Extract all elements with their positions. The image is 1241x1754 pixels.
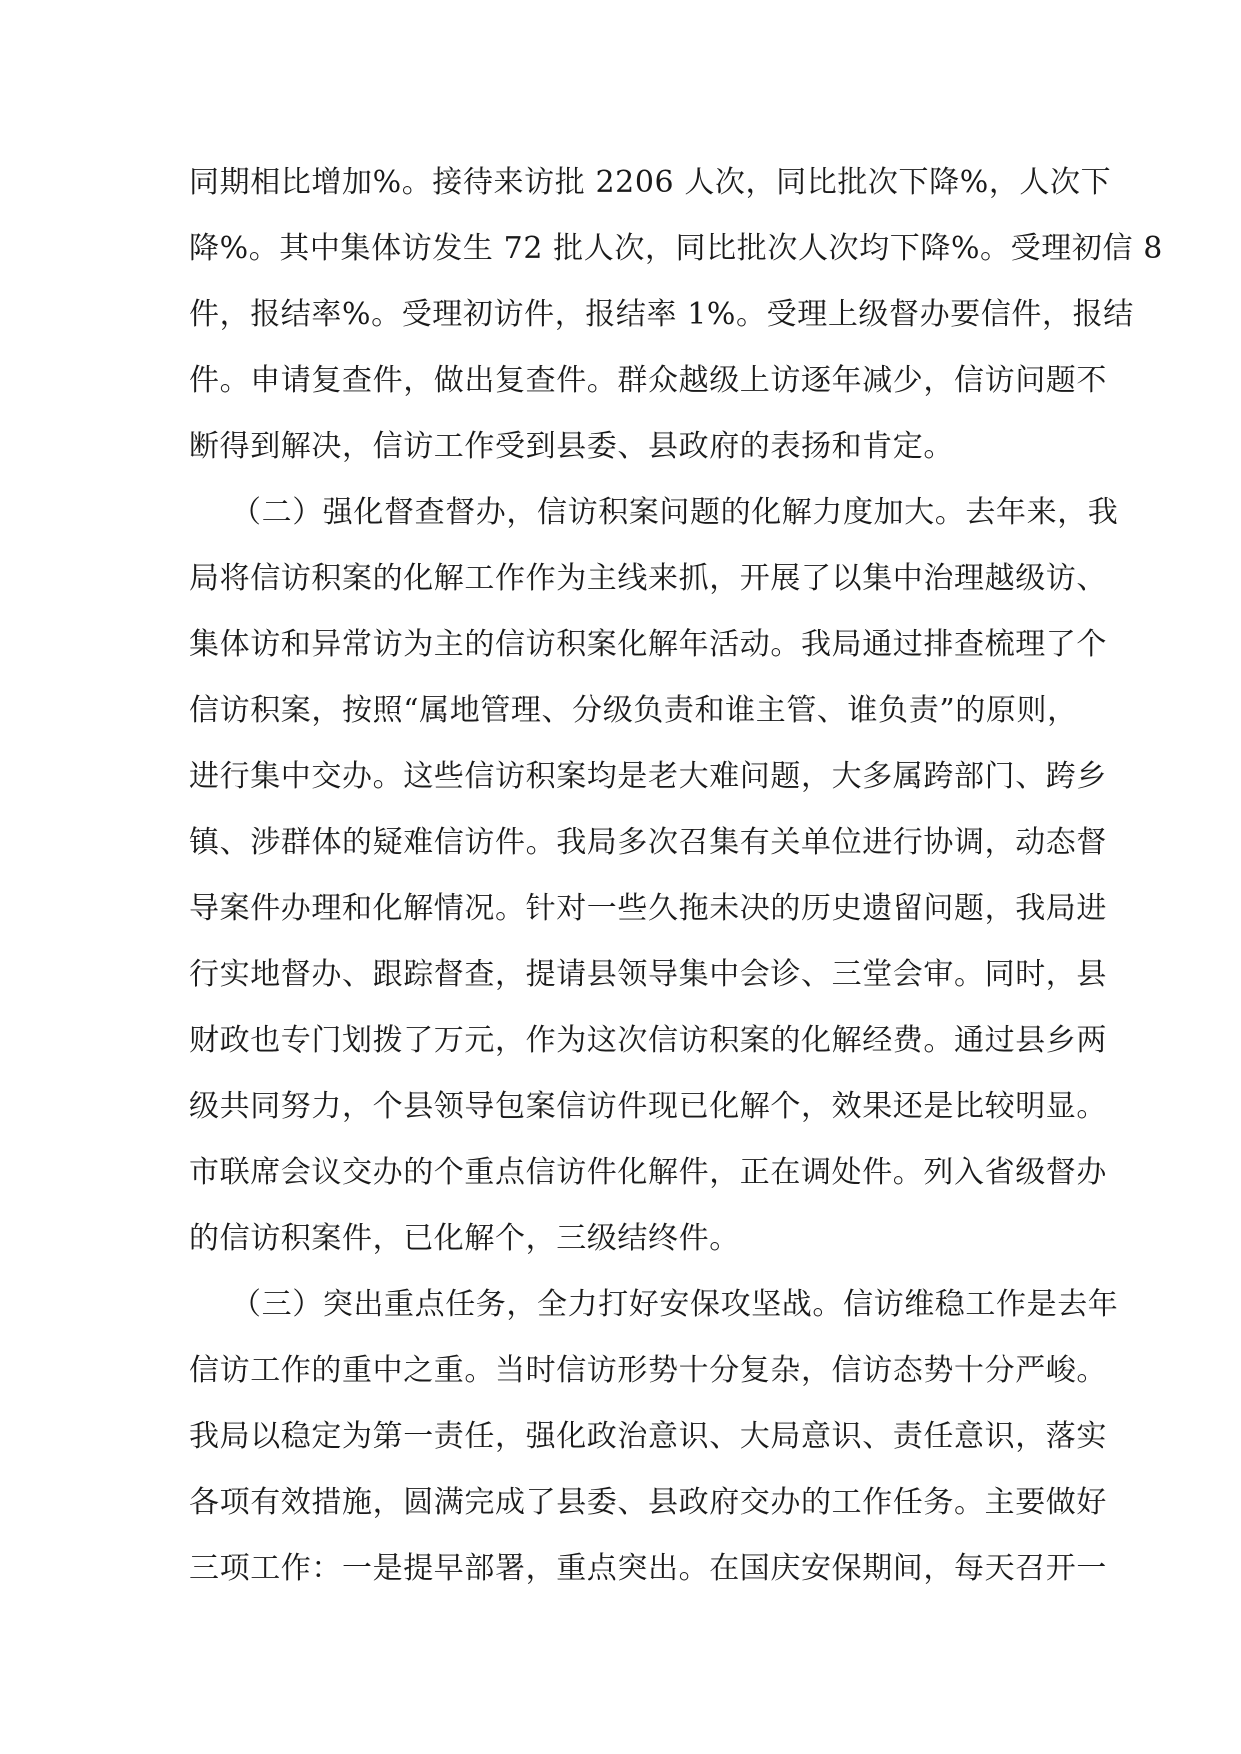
text-line: （二）强化督查督办，信访积案问题的化解力度加大。去年来，我 xyxy=(231,495,1119,530)
text-line: 件，报结率%。受理初访件，报结率 1%。受理上级督办要信件，报结 xyxy=(189,297,1134,332)
text-line: 三项工作：一是提早部署，重点突出。在国庆安保期间，每天召开一 xyxy=(189,1551,1107,1586)
text-line: 市联席会议交办的个重点信访件化解件，正在调处件。列入省级督办 xyxy=(189,1155,1107,1190)
text-line: （三）突出重点任务，全力打好安保攻坚战。信访维稳工作是去年 xyxy=(231,1287,1119,1322)
text-line: 财政也专门划拨了万元，作为这次信访积案的化解经费。通过县乡两 xyxy=(189,1023,1107,1058)
text-line: 的信访积案件，已化解个，三级结终件。 xyxy=(189,1221,740,1256)
text-line: 局将信访积案的化解工作作为主线来抓，开展了以集中治理越级访、 xyxy=(189,561,1107,596)
text-line: 信访积案，按照“属地管理、分级负责和谁主管、谁负责”的原则， xyxy=(189,693,1078,728)
text-line: 各项有效措施，圆满完成了县委、县政府交办的工作任务。主要做好 xyxy=(189,1485,1107,1520)
text-line: 进行集中交办。这些信访积案均是老大难问题，大多属跨部门、跨乡 xyxy=(189,759,1107,794)
text-line: 信访工作的重中之重。当时信访形势十分复杂，信访态势十分严峻。 xyxy=(189,1353,1107,1388)
text-line: 断得到解决，信访工作受到县委、县政府的表扬和肯定。 xyxy=(189,429,954,464)
text-line: 镇、涉群体的疑难信访件。我局多次召集有关单位进行协调，动态督 xyxy=(189,825,1107,860)
document-body xyxy=(189,150,1163,1602)
text-line: 集体访和异常访为主的信访积案化解年活动。我局通过排查梳理了个 xyxy=(189,627,1107,662)
text-line: 降%。其中集体访发生 72 批人次，同比批次人次均下降%。受理初信 8 xyxy=(189,231,1163,266)
text-line: 我局以稳定为第一责任，强化政治意识、大局意识、责任意识，落实 xyxy=(189,1419,1107,1454)
text-line: 导案件办理和化解情况。针对一些久拖未决的历史遗留问题，我局进 xyxy=(189,891,1107,926)
text-line: 同期相比增加%。接待来访批 2206 人次，同比批次下降%，人次下 xyxy=(189,165,1112,200)
text-line: 件。申请复查件，做出复查件。群众越级上访逐年减少，信访问题不 xyxy=(189,363,1107,398)
text-line: 级共同努力，个县领导包案信访件现已化解个，效果还是比较明显。 xyxy=(189,1089,1107,1124)
text-line: 行实地督办、跟踪督查，提请县领导集中会诊、三堂会审。同时，县 xyxy=(189,957,1107,992)
